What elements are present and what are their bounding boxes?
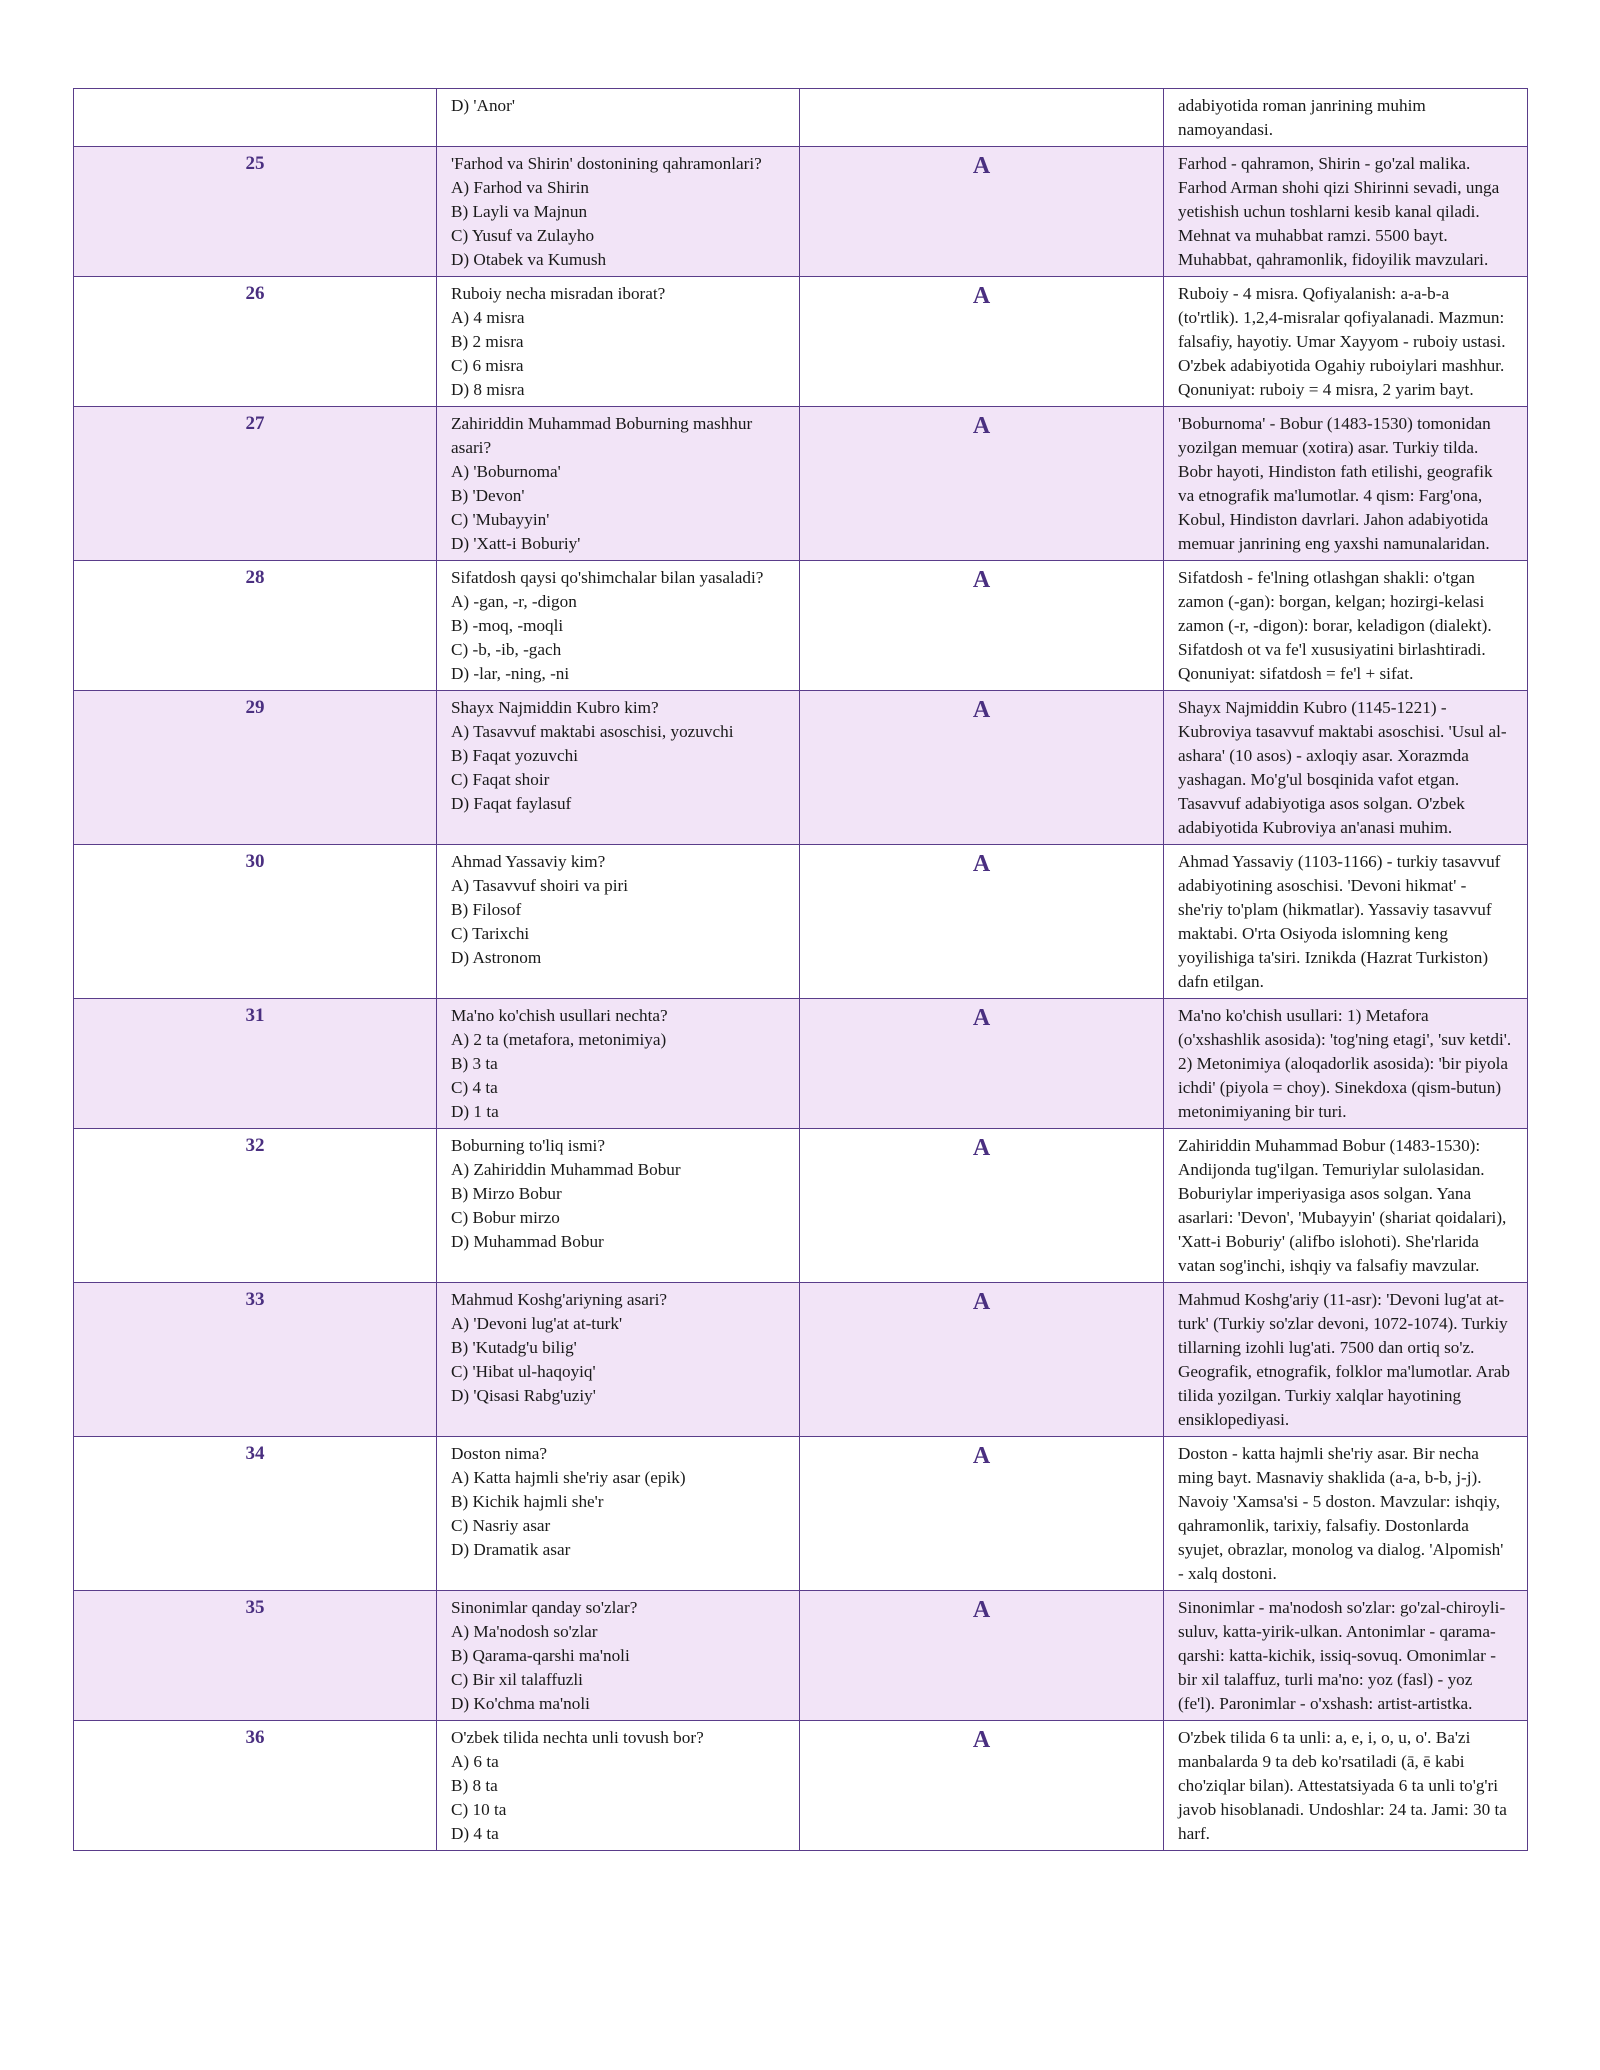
option-c: C) Nasriy asar [451,1516,551,1535]
explanation-cell [1164,1129,1528,1283]
table-row [74,1283,1528,1437]
explanation-cell [1164,1283,1528,1437]
question-text: Ma'no ko'chish usullari nechta? [451,1006,668,1025]
question-number: 35 [74,1591,437,1721]
question-number: 26 [74,277,437,407]
explanation-text: Shayx Najmiddin Kubro (1145-1221) - Kubroviya tasavvuf maktabi asoschisi. 'Usul al-ashara' (10 asos) - axloqiy asar. Xorazmda yashagan. Mo'g'ul bosqinida vafot etgan. Tasavvuf adabiyotiga asos solgan. O'zbek adabiyotida Kubroviya an'anasi muhim. [1178,698,1507,837]
explanation-cell [1164,999,1528,1129]
table-row [74,691,1528,845]
option-a: A) Farhod va Shirin [451,178,589,197]
table-row [74,1437,1528,1591]
question-number: 30 [74,845,437,999]
question-text: Shayx Najmiddin Kubro kim? [451,698,659,717]
option-a: A) Ma'nodosh so'zlar [451,1622,598,1641]
table-row [74,1129,1528,1283]
option-d: D) Faqat faylasuf [451,794,572,813]
table-row [74,1591,1528,1721]
question-cell [437,999,800,1129]
explanation-text: Sifatdosh - fe'lning otlashgan shakli: o'tgan zamon (-gan): borgan, kelgan; hozirgi-kelasi zamon (-r, -digon): borar, keladigon (dialekt). Sifatdosh ot va fe'l xususiyatini birlashtiradi. Qonuniyat: sifatdosh = fe'l + sifat. [1178,568,1492,683]
option-a: A) -gan, -r, -digon [451,592,577,611]
answer-letter: A [800,561,1164,691]
option-a: A) 4 misra [451,308,525,327]
option-c: C) Faqat shoir [451,770,550,789]
explanation-text: Ruboiy - 4 misra. Qofiyalanish: a-a-b-a (to'rtlik). 1,2,4-misralar qofiyalanadi. Mazmun: falsafiy, hayotiy. Umar Xayyom - ruboiy ustasi. O'zbek adabiyotida Ogahiy ruboiylari mashhur. Qonuniyat: ruboiy = 4 misra, 2 yarim bayt. [1178,284,1506,399]
table-row [74,1721,1528,1851]
explanation-cell [1164,407,1528,561]
question-text: Sinonimlar qanday so'zlar? [451,1598,638,1617]
explanation-cell [1164,89,1528,147]
answer-letter: A [800,1721,1164,1851]
table-row-continued [74,89,1528,147]
answer-letter: A [800,1591,1164,1721]
option-b: B) 3 ta [451,1054,498,1073]
question-cell [437,1283,800,1437]
option-a: A) Tasavvuf shoiri va piri [451,876,629,895]
question-cell [437,691,800,845]
option-c: C) 'Hibat ul-haqoyiq' [451,1362,596,1381]
option-d: D) Muhammad Bobur [451,1232,604,1251]
option-b: B) Layli va Majnun [451,202,588,221]
answer-letter: A [800,1437,1164,1591]
option-b: B) 'Kutadg'u bilig' [451,1338,577,1357]
question-number: 33 [74,1283,437,1437]
explanation-cell [1164,277,1528,407]
explanation-text: Ahmad Yassaviy (1103-1166) - turkiy tasavvuf adabiyotining asoschisi. 'Devoni hikmat' - she'riy to'plam (hikmatlar). Yassaviy tasavvuf maktabi. O'rta Osiyoda islomning keng yoyilishiga ta'siri. Iznikda (Hazrat Turkiston) dafn etilgan. [1178,852,1501,991]
option-d: D) Ko'chma ma'noli [451,1694,590,1713]
explanation-text: Farhod - qahramon, Shirin - go'zal malika. Farhod Arman shohi qizi Shirinni sevadi, unga yetishish uchun toshlarni kesib kanal qiladi. Mehnat va muhabbat ramzi. 5500 bayt. Muhabbat, qahramonlik, fidoyilik mavzulari. [1178,154,1500,269]
question-number: 31 [74,999,437,1129]
question-number: 36 [74,1721,437,1851]
option-b: B) Qarama-qarshi ma'noli [451,1646,630,1665]
option-d: D) 'Anor' [451,96,515,115]
answer-letter: A [800,1283,1164,1437]
option-b: B) Filosof [451,900,522,919]
question-text: Boburning to'liq ismi? [451,1136,605,1155]
explanation-cell [1164,691,1528,845]
option-c: C) -b, -ib, -gach [451,640,562,659]
option-c: C) Tarixchi [451,924,530,943]
question-cell [437,1129,800,1283]
table-row [74,147,1528,277]
option-c: C) 6 misra [451,356,524,375]
option-c: C) Bir xil talaffuzli [451,1670,583,1689]
question-cell [437,277,800,407]
option-d: D) 8 misra [451,380,525,399]
explanation-text: adabiyotida roman janrining muhim namoyandasi. [1178,96,1426,139]
option-d: D) 1 ta [451,1102,499,1121]
option-a: A) 'Devoni lug'at at-turk' [451,1314,623,1333]
question-text: Mahmud Koshg'ariyning asari? [451,1290,667,1309]
explanation-cell [1164,845,1528,999]
option-a: A) 2 ta (metafora, metonimiya) [451,1030,667,1049]
explanation-cell [1164,1591,1528,1721]
option-a: A) 6 ta [451,1752,499,1771]
option-c: C) 10 ta [451,1800,507,1819]
option-a: A) Tasavvuf maktabi asoschisi, yozuvchi [451,722,734,741]
option-d: D) 'Qisasi Rabg'uziy' [451,1386,596,1405]
question-cell [437,89,800,147]
answer-letter: A [800,691,1164,845]
question-cell [437,147,800,277]
option-b: B) Faqat yozuvchi [451,746,578,765]
explanation-text: Sinonimlar - ma'nodosh so'zlar: go'zal-chiroyli-suluv, katta-yirik-ulkan. Antonimlar - qarama-qarshi: katta-kichik, issiq-sovuq. Omonimlar - bir xil talaffuz, turli ma'no: yoz (fasl) - yoz (fe'l). Paronimlar - o'xshash: artist-artistka. [1178,1598,1506,1713]
option-b: B) Kichik hajmli she'r [451,1492,604,1511]
option-b: B) 'Devon' [451,486,525,505]
table-row [74,277,1528,407]
explanation-cell [1164,1721,1528,1851]
explanation-text: Mahmud Koshg'ariy (11-asr): 'Devoni lug'at at-turk' (Turkiy so'zlar devoni, 1072-1074). Turkiy tillarning izohli lug'ati. 7500 dan ortiq so'z. Geografik, etnografik, folklor ma'lumotlar. Arab tilida yozilgan. Turkiy xalqlar hayotining ensiklopediyasi. [1178,1290,1510,1429]
option-d: D) Astronom [451,948,542,967]
answer-letter: A [800,147,1164,277]
option-d: D) 'Xatt-i Boburiy' [451,534,581,553]
question-cell [437,1721,800,1851]
option-c: C) 4 ta [451,1078,498,1097]
answer-cell [800,89,1164,147]
answer-letter: A [800,845,1164,999]
option-a: A) Zahiriddin Muhammad Bobur [451,1160,681,1179]
question-text: Ruboiy necha misradan iborat? [451,284,666,303]
question-number: 32 [74,1129,437,1283]
question-number: 29 [74,691,437,845]
answer-letter: A [800,407,1164,561]
option-a: A) Katta hajmli she'riy asar (epik) [451,1468,686,1487]
question-text: Doston nima? [451,1444,547,1463]
option-d: D) 4 ta [451,1824,499,1843]
option-c: C) Bobur mirzo [451,1208,560,1227]
question-number-cell [74,89,437,147]
explanation-text: Ma'no ko'chish usullari: 1) Metafora (o'xshashlik asosida): 'tog'ning etagi', 'suv ketdi'. 2) Metonimiya (aloqadorlik asosida): 'bir piyola ichdi' (piyola = choy). Sinekdoxa (qism-butun) metonimiyaning bir turi. [1178,1006,1512,1121]
question-number: 25 [74,147,437,277]
explanation-text: O'zbek tilida 6 ta unli: a, e, i, o, u, o'. Ba'zi manbalarda 9 ta deb ko'rsatiladi (ā, ē kabi cho'ziqlar bilan). Attestatsiyada 6 ta unli to'g'ri javob hisoblanadi. Undoshlar: 24 ta. Jami: 30 ta harf. [1178,1728,1507,1843]
option-d: D) Otabek va Kumush [451,250,607,269]
option-b: B) -moq, -moqli [451,616,564,635]
question-text: Ahmad Yassaviy kim? [451,852,606,871]
question-text: Sifatdosh qaysi qo'shimchalar bilan yasaladi? [451,568,764,587]
answer-letter: A [800,999,1164,1129]
option-a: A) 'Boburnoma' [451,462,561,481]
question-table [73,88,1528,1851]
question-number: 28 [74,561,437,691]
explanation-cell [1164,147,1528,277]
question-cell [437,1437,800,1591]
explanation-cell [1164,561,1528,691]
answer-letter: A [800,277,1164,407]
option-b: B) Mirzo Bobur [451,1184,562,1203]
question-number: 27 [74,407,437,561]
option-b: B) 8 ta [451,1776,498,1795]
option-c: C) Yusuf va Zulayho [451,226,595,245]
table-row [74,845,1528,999]
option-d: D) Dramatik asar [451,1540,571,1559]
option-d: D) -lar, -ning, -ni [451,664,570,683]
option-c: C) 'Mubayyin' [451,510,550,529]
question-cell [437,845,800,999]
question-cell [437,1591,800,1721]
table-row [74,561,1528,691]
option-b: B) 2 misra [451,332,524,351]
question-text: Zahiriddin Muhammad Boburning mashhur asari? [451,414,753,457]
question-number: 34 [74,1437,437,1591]
answer-letter: A [800,1129,1164,1283]
question-cell [437,407,800,561]
question-cell [437,561,800,691]
explanation-text: Zahiriddin Muhammad Bobur (1483-1530): Andijonda tug'ilgan. Temuriylar sulolasidan. Boburiylar imperiyasiga asos solgan. Yana asarlari: 'Devon', 'Mubayyin' (shariat qoidalari), 'Xatt-i Boburiy' (alifbo islohoti). She'rlarida vatan sog'inchi, ishqiy va falsafiy mavzular. [1178,1136,1507,1275]
table-row [74,407,1528,561]
question-table-body [74,89,1528,1851]
question-text: 'Farhod va Shirin' dostonining qahramonlari? [451,154,762,173]
explanation-text: 'Boburnoma' - Bobur (1483-1530) tomonidan yozilgan memuar (xotira) asar. Turkiy tilda. Bobr hayoti, Hindiston fath etilishi, geografik va etnografik ma'lumotlar. 4 qism: Farg'ona, Kobul, Hindiston davrlari. Jahon adabiyotida memuar janrining eng yaxshi namunalaridan. [1178,414,1493,553]
table-row [74,999,1528,1129]
explanation-cell [1164,1437,1528,1591]
question-text: O'zbek tilida nechta unli tovush bor? [451,1728,704,1747]
explanation-text: Doston - katta hajmli she'riy asar. Bir necha ming bayt. Masnaviy shaklida (a-a, b-b, j-j). Navoiy 'Xamsa'si - 5 doston. Mavzular: ishqiy, qahramonlik, tarixiy, falsafiy. Dostonlarda syujet, obrazlar, monolog va dialog. 'Alpomish' - xalq dostoni. [1178,1444,1504,1583]
